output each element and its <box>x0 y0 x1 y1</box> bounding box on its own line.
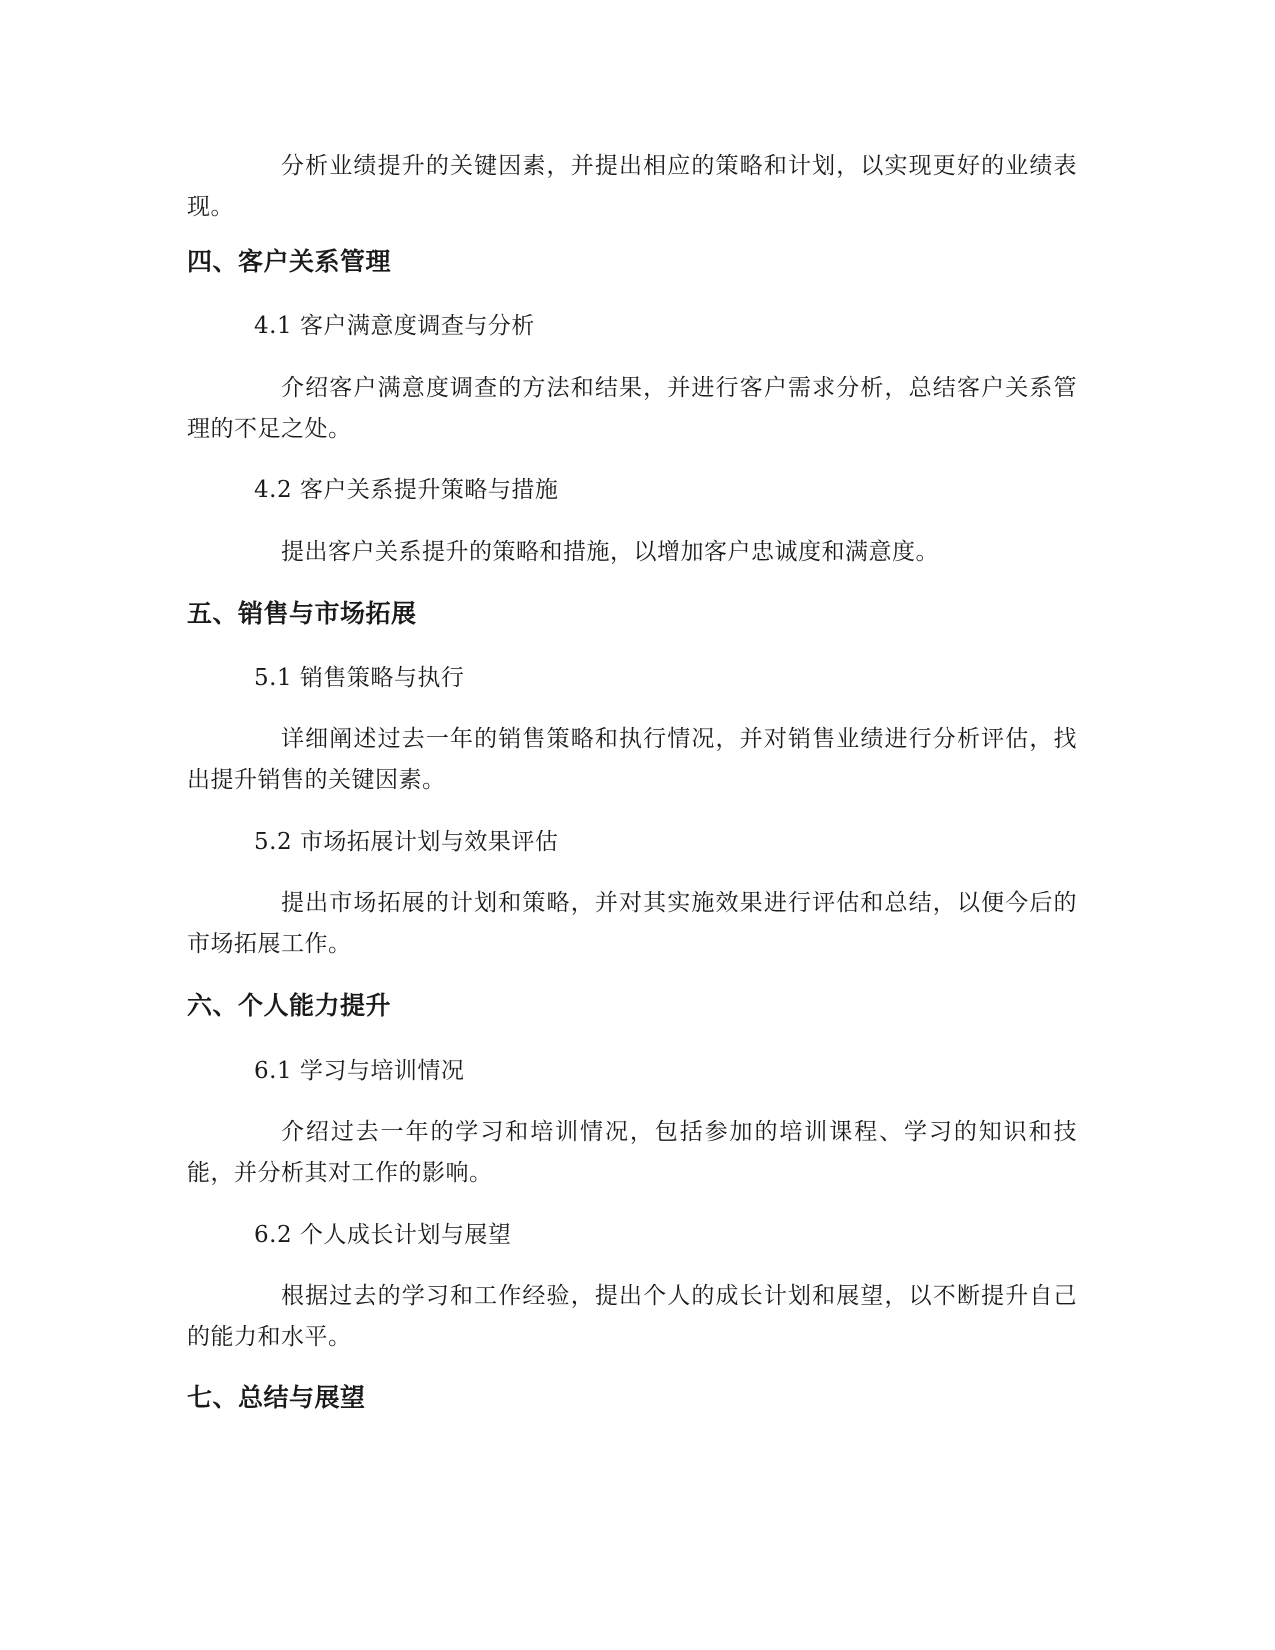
subsection-body-6-2: 根据过去的学习和工作经验，提出个人的成长计划和展望，以不断提升自己的能力和水平。 <box>187 1283 1077 1350</box>
subsection-body-5-2: 提出市场拓展的计划和策略，并对其实施效果进行评估和总结，以便今后的市场拓展工作。 <box>187 890 1077 957</box>
section-heading-summary: 七、总结与展望 <box>187 1383 366 1412</box>
section-heading-personal-growth: 六、个人能力提升 <box>187 991 392 1020</box>
intro-paragraph: 分析业绩提升的关键因素，并提出相应的策略和计划，以实现更好的业绩表现。 <box>187 153 1077 220</box>
subsection-body-5-1: 详细阐述过去一年的销售策略和执行情况，并对销售业绩进行分析评估，找出提升销售的关键因素。 <box>187 726 1077 793</box>
subsection-title-4-2: 4.2 客户关系提升策略与措施 <box>254 477 559 503</box>
section-heading-customer-relations: 四、客户关系管理 <box>187 247 392 276</box>
subsection-title-5-1: 5.1 销售策略与执行 <box>254 665 465 691</box>
subsection-body-4-1: 介绍客户满意度调查的方法和结果，并进行客户需求分析，总结客户关系管理的不足之处。 <box>187 375 1077 442</box>
subsection-body-6-1: 介绍过去一年的学习和培训情况，包括参加的培训课程、学习的知识和技能，并分析其对工作的影响。 <box>187 1119 1077 1186</box>
subsection-title-6-1: 6.1 学习与培训情况 <box>254 1058 465 1084</box>
section-heading-sales-market: 五、销售与市场拓展 <box>187 599 417 628</box>
subsection-body-4-2: 提出客户关系提升的策略和措施，以增加客户忠诚度和满意度。 <box>281 539 939 565</box>
subsection-title-6-2: 6.2 个人成长计划与展望 <box>254 1222 512 1248</box>
subsection-title-4-1: 4.1 客户满意度调查与分析 <box>254 313 535 339</box>
subsection-title-5-2: 5.2 市场拓展计划与效果评估 <box>254 829 559 855</box>
